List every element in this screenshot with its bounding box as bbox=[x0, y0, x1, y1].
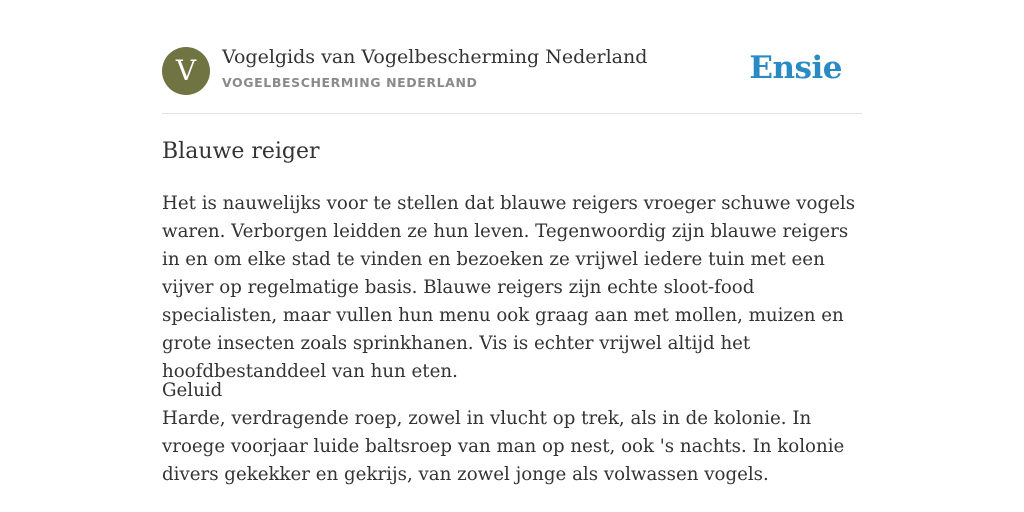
sound-text: Harde, verdragende roep, zowel in vlucht op trek, als in de kolonie. In vroege voorjaar luide baltsroep van man op nest, ook 's nachts. In kolonie divers gekekker en gekrijs, van zowel jonge als volwassen vogels. bbox=[162, 408, 845, 485]
sound-heading: Geluid bbox=[162, 380, 223, 401]
source-header bbox=[162, 46, 862, 96]
source-avatar: V bbox=[162, 47, 210, 95]
header-divider bbox=[162, 113, 862, 114]
source-title[interactable]: Vogelgids van Vogelbescherming Nederland bbox=[222, 46, 648, 68]
sound-section bbox=[162, 377, 868, 489]
entry-title: Blauwe reiger bbox=[162, 139, 320, 164]
entry-description: Het is nauwelijks voor te stellen dat blauwe reigers vroeger schuwe vogels waren. Verborgen leidden ze hun leven. Tegenwoordig zijn blauwe reigers in en om elke stad te vinden en bezoeken ze vrijwel iedere tuin met een vijver op regelmatige basis. Blauwe reigers zijn echte sloot-food specialisten, maar vullen hun menu ook graag aan met mollen, muizen en grote insecten zoals sprinkhanen. Vis is echter vrijwel altijd het hoofdbestanddeel van hun eten. bbox=[162, 193, 856, 382]
source-publisher[interactable]: VOGELBESCHERMING NEDERLAND bbox=[222, 75, 478, 90]
ensie-logo[interactable]: Ensie bbox=[749, 50, 842, 86]
